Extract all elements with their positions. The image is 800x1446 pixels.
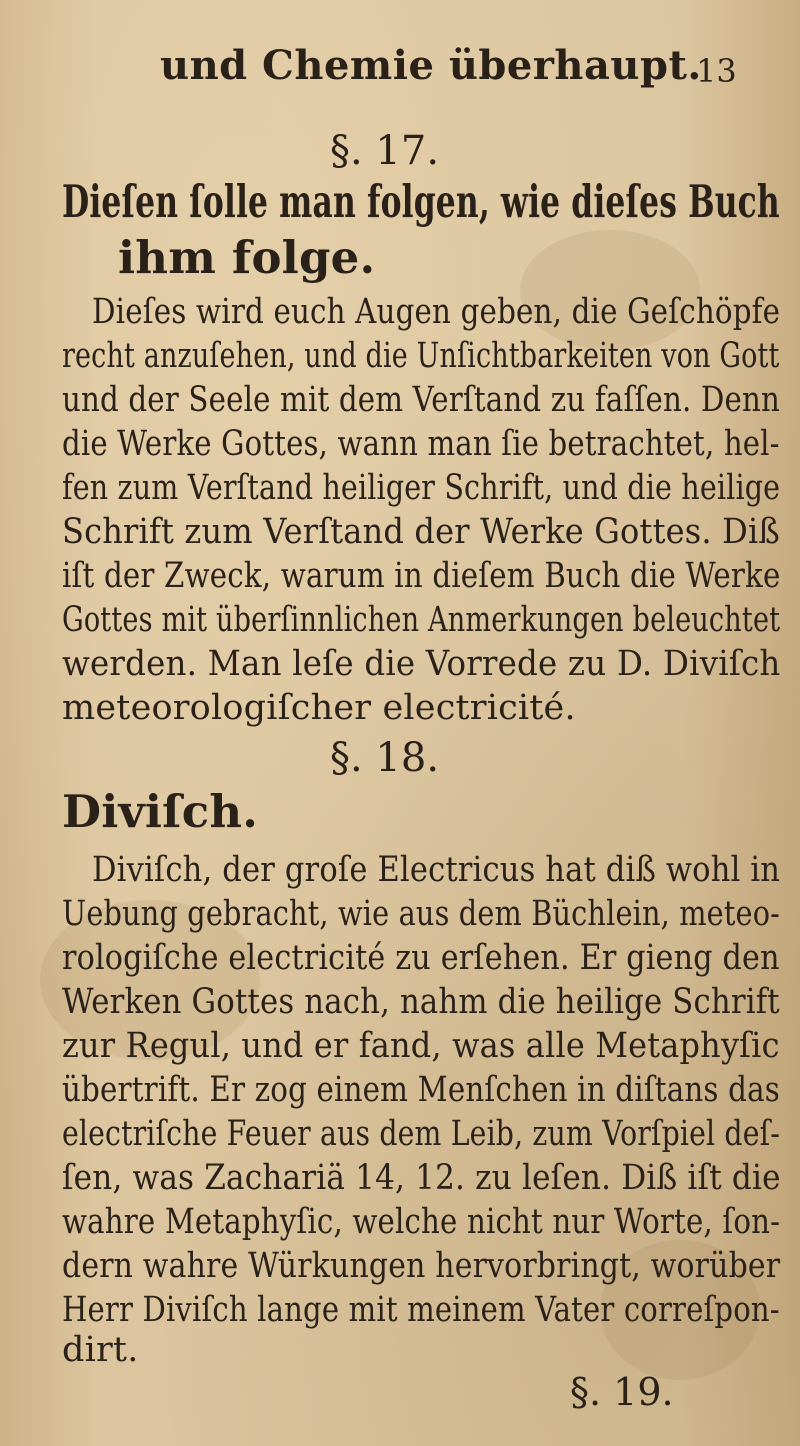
section-17-text-line: meteorologiſcher electricité.: [62, 688, 576, 728]
section-17-text-line: recht anzuſehen, und die Unſichtbarkeiten von Gott: [62, 336, 780, 376]
section-18-text-line: ſen, was Zachariä 14, 12. zu leſen. Diß iſt die: [62, 1158, 781, 1198]
section-18-text-line: Herr Diviſch lange mit meinem Vater correſpon-: [62, 1290, 780, 1330]
paper-stain: [520, 230, 700, 350]
section-17-text-line: und der Seele mit dem Verſtand zu faſſen. Denn: [62, 380, 781, 420]
page-number: 13: [696, 52, 737, 90]
section-18-heading: §. 18.: [330, 735, 440, 781]
section-18-text-line: electriſche Feuer aus dem Leib, zum Vorſpiel deſ-: [62, 1114, 781, 1154]
catchword: §. 19.: [570, 1370, 674, 1414]
section-17-text-line: fen zum Verſtand heiliger Schrift, und die heilige: [62, 468, 781, 508]
section-18-title-line: Diviſch.: [62, 785, 259, 838]
section-17-text-line: Dieſes wird euch Augen geben, die Geſchöpfe: [92, 292, 781, 332]
section-17-heading: §. 17.: [330, 128, 440, 174]
section-17-title-line: Dieſen ſolle man folgen, wie dieſes Buch: [62, 175, 780, 228]
section-18-text-line: dern wahre Würkungen hervorbringt, worüber: [62, 1246, 781, 1286]
section-18-text-line: übertrift. Er zog einem Menſchen in diſtans das: [62, 1070, 780, 1110]
section-18-text-line: Uebung gebracht, wie aus dem Büchlein, meteo-: [62, 894, 781, 934]
section-17-text-line: werden. Man leſe die Vorrede zu D. Diviſch: [62, 644, 781, 684]
section-18-text-line: Werken Gottes nach, nahm die heilige Schrift: [62, 982, 780, 1022]
running-head: und Chemie überhaupt.: [160, 42, 702, 89]
section-18-text-line: rologiſche electricité zu erſehen. Er gieng den: [62, 938, 780, 978]
section-17-text-line: iſt der Zweck, warum in dieſem Buch die Werke: [62, 556, 781, 596]
section-17-title-line: ihm folge.: [118, 231, 376, 284]
section-18-text-line: wahre Metaphyſic, welche nicht nur Worte, ſon-: [62, 1202, 781, 1242]
section-17-text-line: die Werke Gottes, wann man ſie betrachtet, hel-: [62, 424, 780, 464]
section-17-text-line: Gottes mit überſinnlichen Anmerkungen beleuchtet: [62, 600, 781, 640]
section-17-text-line: Schrift zum Verſtand der Werke Gottes. Diß: [62, 512, 780, 552]
section-18-text-line: dirt.: [62, 1330, 139, 1370]
section-18-text-line: zur Regul, und er fand, was alle Metaphyſic: [62, 1026, 780, 1066]
section-18-text-line: Diviſch, der groſe Electricus hat diß wohl in: [92, 850, 781, 890]
